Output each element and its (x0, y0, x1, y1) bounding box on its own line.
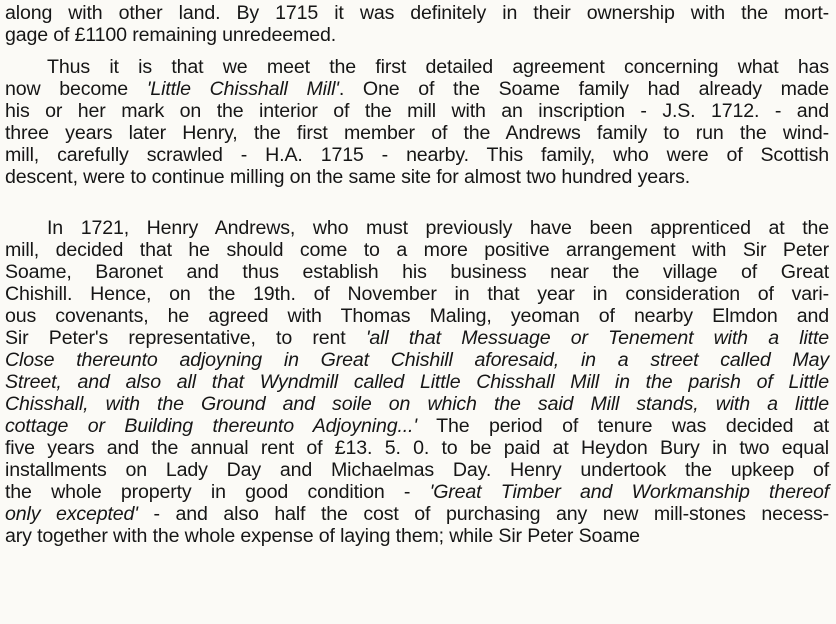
text-line (5, 371, 829, 393)
text-line: Sir Peter's representative, to rent 'all that Messuage or Tenement with a litte (5, 327, 829, 349)
text-line: gage of £1100 remaining unredeemed. (5, 24, 336, 46)
text-line: Soame, Baronet and thus establish his business near the village of Great (5, 261, 829, 283)
text-line: Chishill. Hence, on the 19th. of November in that year in consideration of vari- (5, 283, 829, 305)
italic-quote: only excepted' (5, 503, 138, 525)
text-line: mill, decided that he should come to a more positive arrangement with Sir Peter (5, 239, 829, 261)
text-line: three years later Henry, the first member of the Andrews family to run the wind- (5, 122, 829, 144)
text-line: his or her mark on the interior of the mill with an inscription - J.S. 1712. - and (5, 100, 829, 122)
italic-quote: Chisshall, with the Ground and soile on which the said Mill stands, with a little (5, 393, 829, 415)
text-line: ary together with the whole expense of laying them; while Sir Peter Soame (5, 525, 640, 547)
text-line: along with other land. By 1715 it was definitely in their ownership with the mort- (5, 2, 829, 24)
text-line: only excepted' - and also half the cost of purchasing any new mill-stones necess- (5, 503, 829, 525)
italic-quote: 'Little Chisshall Mill' (146, 78, 339, 100)
text-line: Thus it is that we meet the first detailed agreement concerning what has (47, 56, 829, 78)
text-line: In 1721, Henry Andrews, who must previously have been apprenticed at the (47, 217, 829, 239)
text-line (5, 393, 829, 415)
text-line (5, 349, 829, 371)
text-line: mill, carefully scrawled - H.A. 1715 - nearby. This family, who were of Scottish (5, 144, 829, 166)
text-line: the whole property in good condition - 'Great Timber and Workmanship thereof (5, 481, 829, 503)
paragraph-2 (5, 56, 829, 188)
italic-quote: Street, and also all that Wyndmill called Little Chisshall Mill in the parish of Little (5, 371, 829, 393)
text-line: ous covenants, he agreed with Thomas Maling, yeoman of nearby Elmdon and (5, 305, 829, 327)
italic-quote: 'all that Messuage or Tenement with a litte (365, 327, 829, 349)
text-line: five years and the annual rent of £13. 5. 0. to be paid at Heydon Bury in two equal (5, 437, 829, 459)
text-line: descent, were to continue milling on the same site for almost two hundred years. (5, 166, 691, 188)
text-line: cottage or Building thereunto Adjoyning...' The period of tenure was decided at (5, 415, 829, 437)
text-line: installments on Lady Day and Michaelmas Day. Henry undertook the upkeep of (5, 459, 829, 481)
paragraph-1 (5, 2, 829, 46)
paragraph-3 (5, 217, 829, 547)
italic-quote: cottage or Building thereunto Adjoyning...' (5, 415, 417, 437)
italic-quote: 'Great Timber and Workmanship thereof (429, 481, 829, 503)
text-line: now become 'Little Chisshall Mill'. One of the Soame family had already made (5, 78, 830, 100)
italic-quote: Close thereunto adjoyning in Great Chishill aforesaid, in a street called May (5, 349, 829, 371)
